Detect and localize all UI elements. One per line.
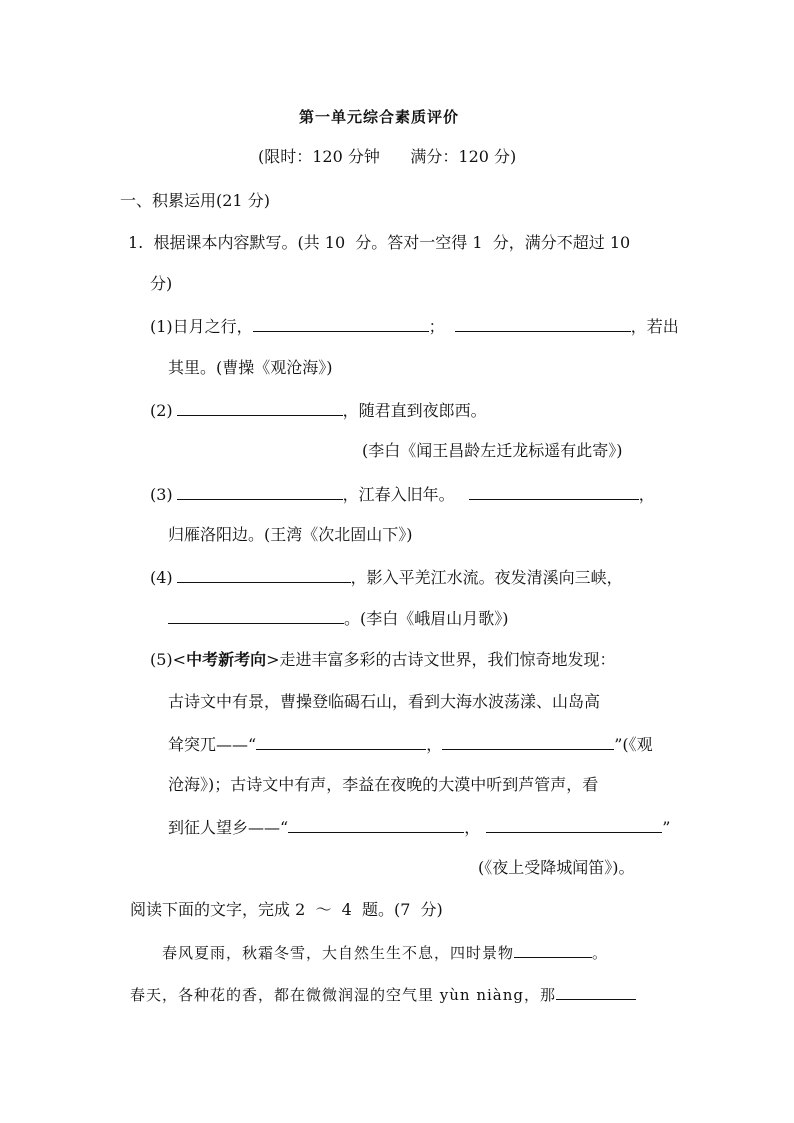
reading-p1-text: 春风夏雨，秋霜冬雪，大自然生生不息，四时景物	[162, 944, 515, 962]
item-5-line4: 沧海》)；古诗文中有声，李益在夜晚的大漠中听到芦管声，看	[168, 775, 599, 794]
item-5-source: (《夜上受降城闻笛》)。	[478, 858, 635, 877]
item-2-text: ，随君直到夜郎西。	[342, 401, 487, 420]
reading-paragraph-2	[130, 983, 636, 1006]
question-stem-cont: 分)	[150, 274, 173, 293]
answer-blank[interactable]	[168, 607, 344, 624]
answer-blank[interactable]	[288, 816, 464, 833]
item-5-line3-b: ”(《观	[614, 735, 653, 754]
item-4-label: (4)	[150, 568, 173, 587]
section-heading: 一、积累运用(21 分)	[120, 191, 270, 210]
item-5-line3-a: 耸突兀——“	[168, 735, 257, 754]
answer-blank[interactable]	[177, 566, 351, 583]
item-5-line2: 古诗文中有景，曹操登临碣石山，看到大海水波荡漾、山岛高	[168, 692, 601, 711]
item-4	[150, 566, 623, 589]
item-5-line5-sep: ，	[464, 818, 481, 837]
answer-blank[interactable]	[177, 483, 343, 500]
item-5-line5-a: 到征人望乡——“	[168, 818, 289, 837]
item-5-label-b: >走进丰富多彩的古诗文世界，我们惊奇地发现：	[266, 650, 616, 669]
item-2-source: (李白《闻王昌龄左迁龙标遥有此寄》)	[362, 441, 623, 460]
item-1	[150, 315, 679, 338]
answer-blank[interactable]	[469, 483, 639, 500]
answer-blank[interactable]	[253, 315, 429, 332]
item-3	[150, 483, 655, 506]
page-title: 第一单元综合素质评价	[299, 108, 460, 126]
item-3-text: ，江春入旧年。	[342, 485, 455, 504]
item-3-tail: 归雁洛阳边。(王湾《次北固山下》)	[168, 525, 413, 544]
item-3-sep: ，	[638, 485, 655, 504]
question-stem: 1. 根据课本内容默写。(共 10 分。答对一空得 1 分，满分不超过 10	[128, 233, 631, 252]
reading-intro: 阅读下面的文字，完成 2 ～ 4 题。(7 分)	[130, 900, 443, 919]
exam-tag: 中考新考向	[186, 650, 267, 669]
answer-blank[interactable]	[514, 941, 592, 958]
answer-blank[interactable]	[486, 816, 662, 833]
item-1-label: (1)日月之行，	[150, 317, 253, 336]
answer-blank[interactable]	[442, 733, 614, 750]
item-1-sep2: ，若出	[630, 317, 679, 336]
item-5-line3	[168, 733, 653, 756]
item-4-tail: 。(李白《峨眉山月歌》)	[344, 609, 509, 628]
item-5-label-a: (5)<	[150, 650, 187, 669]
item-4-text: ，影入平羌江水流。夜发清溪向三峡，	[350, 568, 623, 587]
item-2-label: (2)	[150, 401, 173, 420]
item-1-tail: 其里。(曹操《观沧海》)	[168, 358, 333, 377]
answer-blank[interactable]	[177, 399, 343, 416]
item-5-line5	[168, 816, 670, 839]
item-5	[150, 649, 616, 671]
answer-blank[interactable]	[256, 733, 426, 750]
page-subtitle: (限时：120 分钟 满分：120 分)	[258, 147, 517, 166]
reading-paragraph-1	[162, 941, 608, 964]
reading-p1-end: 。	[592, 944, 609, 962]
item-4-line2	[168, 607, 509, 630]
reading-p2-text: 春天，各种花的香，都在微微润湿的空气里 yùn niàng，那	[130, 986, 556, 1004]
item-5-line3-sep: ，	[426, 735, 443, 754]
item-5-line5-b: ”	[662, 818, 671, 837]
item-2	[150, 399, 487, 422]
item-3-label: (3)	[150, 485, 173, 504]
item-1-sep: ；	[428, 317, 445, 336]
answer-blank[interactable]	[455, 315, 631, 332]
answer-blank[interactable]	[556, 983, 636, 1000]
